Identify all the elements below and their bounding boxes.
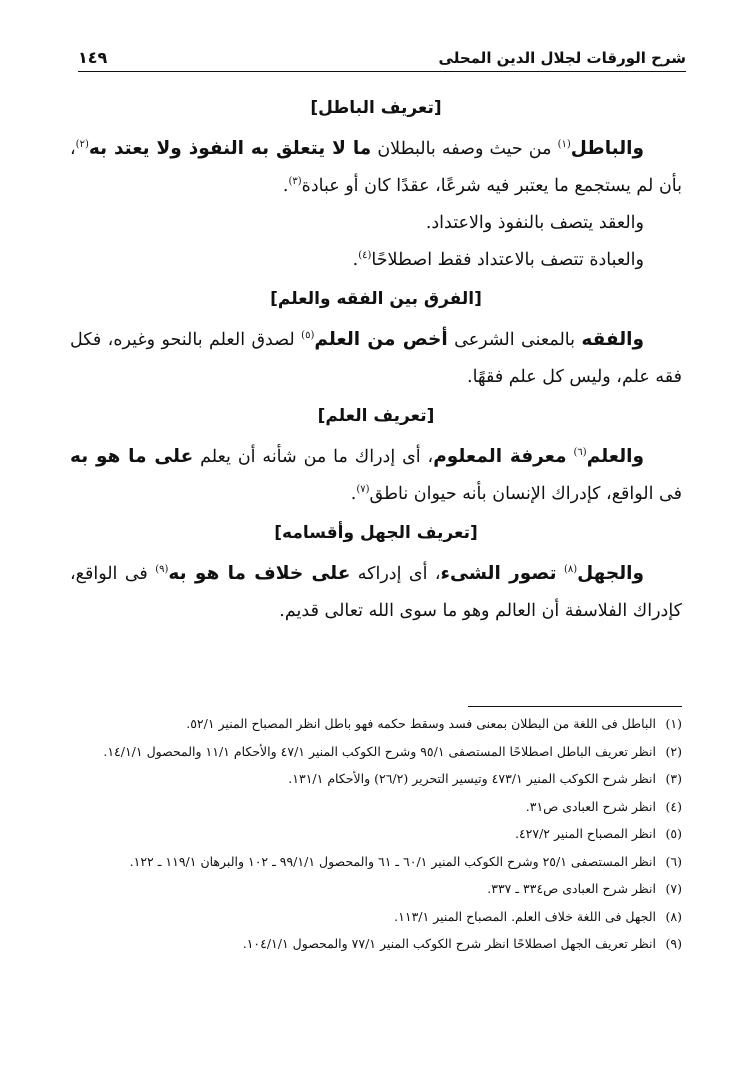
section-heading: [تعريف الجهل وأقسامه] xyxy=(274,523,478,543)
footnote-ref: (١) xyxy=(557,139,571,151)
commentary-text: بالمعنى الشرعى xyxy=(447,330,582,350)
section-heading: [تعريف الباطل] xyxy=(310,98,442,118)
matn-term: تصور الشىء xyxy=(440,563,557,584)
running-title: شرح الورقات لجلال الدين المحلى xyxy=(438,49,686,67)
commentary-text: ، أى إدراك ما من شأنه أن يعلم xyxy=(193,447,434,467)
matn-term: والباطل xyxy=(570,138,644,159)
footnote-text: انظر تعريف الباطل اصطلاحًا المستصفى ٩٥/١ وشرح الكوكب المنير ٤٧/١ والأحكام ١١/١ والمحصول ١٤/١/١. xyxy=(103,743,656,759)
footnote-number: (٢) xyxy=(665,743,682,759)
page-number: ١٤٩ xyxy=(78,48,108,67)
footnote xyxy=(76,822,682,846)
commentary-text: فى الواقع، كإدراك الفلاسفة أن العالم وهو ما سوى الله تعالى قديم. xyxy=(70,564,682,621)
footnote-number: (٧) xyxy=(665,881,682,896)
body-paragraph xyxy=(70,438,682,513)
commentary-text: لصدق العلم بالنحو وغيره، فكل فقه علم، وليس كل علم فقهًا. xyxy=(70,330,682,387)
matn-term: والفقه xyxy=(581,329,645,350)
commentary-text: فى الواقع، كإدراك الإنسان بأنه حيوان ناطق xyxy=(369,484,682,504)
footnote-ref: (٨) xyxy=(563,564,578,576)
commentary-text xyxy=(567,447,574,467)
matn-term: والعلم xyxy=(586,446,644,467)
footnote xyxy=(76,767,682,791)
footnote-text: انظر شرح العبادى ص٣٣٤ ـ ٣٣٧. xyxy=(487,881,656,896)
footnote-ref: (٧) xyxy=(356,484,370,496)
section-heading: [تعريف العلم] xyxy=(317,406,435,426)
footnote-number: (٣) xyxy=(665,771,682,786)
footnote-text: انظر شرح العبادى ص٣١. xyxy=(525,798,656,814)
footnote-text: انظر شرح الكوكب المنير ٤٧٣/١ وتيسير التحرير (٢٦/٢) والأحكام ١٣١/١. xyxy=(288,771,656,786)
footnote-text: الجهل فى اللغة خلاف العلم. المصباح المنير ١١٣/١. xyxy=(394,908,656,924)
matn-term: على خلاف ما هو به xyxy=(168,563,351,584)
commentary-text: من حيث وصفه بالبطلان xyxy=(371,139,558,159)
footnote-text: انظر المستصفى ٢٥/١ وشرح الكوكب المنير ٦٠/١ ـ ٦١ والمحصول ٩٩/١/١ ـ ١٠٢ والبرهان ١١٩/١ ـ ١٢٢. xyxy=(129,853,656,869)
footnote-divider xyxy=(468,706,682,707)
body-paragraph xyxy=(70,555,682,630)
footnote-ref: (٩) xyxy=(155,564,169,576)
footnote-number: (٦) xyxy=(665,853,682,869)
footnote xyxy=(76,905,682,929)
section-heading: [الفرق بين الفقه والعلم] xyxy=(270,289,482,309)
footnote-ref: (٦) xyxy=(573,447,587,459)
footnote xyxy=(76,795,682,819)
commentary-text: . xyxy=(282,176,289,196)
footnote-number: (١) xyxy=(665,716,682,731)
footnote xyxy=(76,850,682,874)
body-paragraph xyxy=(70,130,682,205)
footnote xyxy=(76,932,682,956)
footnote-ref: (٥) xyxy=(301,330,315,342)
footnote-text: انظر تعريف الجهل اصطلاحًا انظر شرح الكوكب المنير ٧٧/١ والمحصول ١٠٤/١/١. xyxy=(242,936,656,951)
commentary-text: والعقد يتصف بالنفوذ والاعتداد. xyxy=(425,213,644,233)
footnote-ref: (٤) xyxy=(358,250,372,262)
footnote xyxy=(76,877,682,901)
commentary-text: . xyxy=(352,250,359,270)
body-paragraph xyxy=(70,205,682,242)
matn-term: معرفة المعلوم xyxy=(433,446,567,467)
matn-term: على ما هو به xyxy=(70,446,194,467)
footnotes xyxy=(76,712,682,960)
main-text xyxy=(70,88,682,630)
footnote xyxy=(76,740,682,764)
running-header xyxy=(78,38,686,72)
matn-term: ما لا يتعلق به النفوذ ولا يعتد به xyxy=(88,138,372,159)
footnote-number: (٨) xyxy=(665,908,682,924)
footnote-text: انظر المصباح المنير ٤٢٧/٢. xyxy=(514,826,656,841)
footnote-number: (٥) xyxy=(665,826,682,841)
footnote-ref: (٢) xyxy=(75,139,89,151)
commentary-text xyxy=(557,564,564,584)
body-paragraph xyxy=(70,242,682,279)
commentary-text: ، أى إدراكه xyxy=(350,564,441,584)
commentary-text: ، بأن لم يستجمع ما يعتبر فيه شرعًا، عقدًا كان أو عبادة xyxy=(70,139,682,196)
footnote-number: (٤) xyxy=(665,798,682,814)
matn-term: والجهل xyxy=(577,563,644,584)
footnote xyxy=(76,712,682,736)
footnote-ref: (٣) xyxy=(288,176,302,188)
body-paragraph xyxy=(70,321,682,396)
matn-term: أخص من العلم xyxy=(314,329,448,350)
commentary-text: . xyxy=(350,484,357,504)
footnote-number: (٩) xyxy=(665,936,682,951)
footnote-text: الباطل فى اللغة من البطلان بمعنى فسد وسقط حكمه فهو باطل انظر المصباح المنير ٥٢/١. xyxy=(186,716,656,731)
commentary-text: والعبادة تتصف بالاعتداد فقط اصطلاحًا xyxy=(371,250,644,270)
